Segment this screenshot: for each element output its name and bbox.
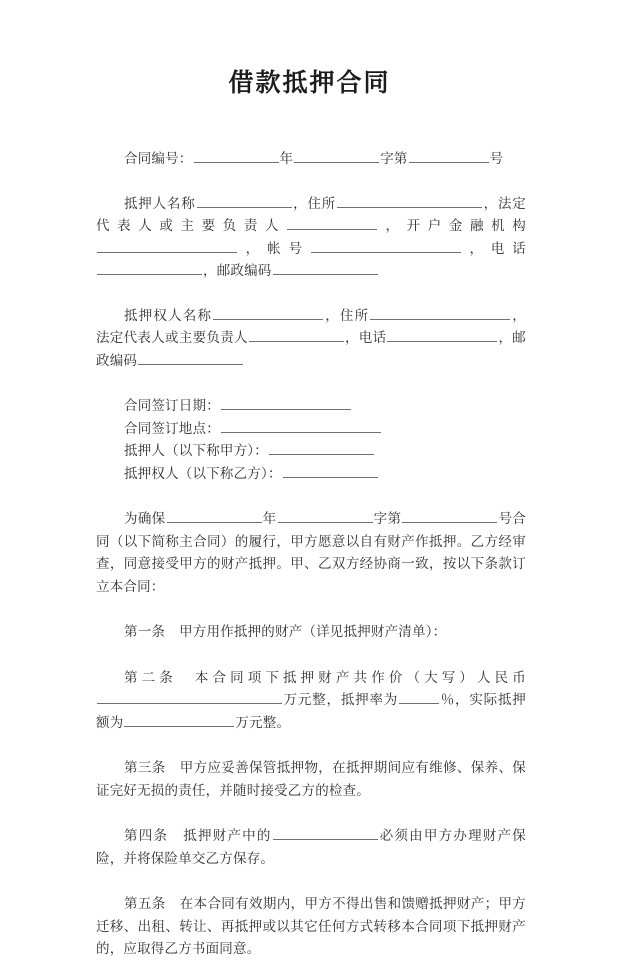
article-5-label: 第五条 <box>124 896 166 912</box>
preamble-serial-field[interactable] <box>402 508 497 523</box>
party-a-line <box>96 440 526 463</box>
mortgagor-block <box>96 193 526 283</box>
article-3-text: 甲方应妥善保管抵押物，在抵押期间应有维修、保养、保证完好无损的责任，并随时接受乙方的检查。 <box>96 760 526 799</box>
article-4 <box>96 825 526 870</box>
mortgagor-legal-rep-label: ，法定代表人或主要负责人 <box>96 195 526 234</box>
mortgagor-legal-rep-field[interactable] <box>287 215 377 230</box>
contract-number-word-field[interactable] <box>294 148 379 163</box>
mortgagee-legal-rep-field[interactable] <box>249 327 344 342</box>
mortgagee-address-label: ，住所 <box>324 307 370 324</box>
article-1 <box>96 621 526 644</box>
article-2-text-3: ％，实际抵押额为 <box>96 692 526 731</box>
mortgagee-block <box>96 305 526 373</box>
article-2-amount-field[interactable] <box>124 712 234 727</box>
article-2-text-4: 万元整。 <box>235 714 291 731</box>
mortgagor-bank-field[interactable] <box>97 238 237 253</box>
mortgagee-phone-label: ，电话 <box>344 330 387 346</box>
party-b-line <box>96 463 526 486</box>
article-2-label: 第二条 <box>124 669 177 686</box>
signing-date-label: 合同签订日期： <box>124 398 220 414</box>
article-2-text-2: 万元整，抵押率为 <box>283 692 399 708</box>
party-a-field[interactable] <box>269 440 374 455</box>
article-5 <box>96 893 526 961</box>
article-3 <box>96 757 526 802</box>
preamble-tail: 号合同（以下简称主合同）的履行，甲方愿意以自有财产作抵押。乙方经审查，同意接受甲方的财产抵押。甲、乙双方经协商一致，按以下条款订立本合同： <box>96 511 526 595</box>
preamble-paragraph <box>96 508 526 598</box>
page-title: 借款抵押合同 <box>228 68 391 97</box>
article-1-label: 第一条 <box>124 624 166 640</box>
contract-number-label: 合同编号： <box>124 151 193 167</box>
signing-place-line <box>96 418 526 441</box>
preamble-lead: 为确保 <box>124 511 166 527</box>
signing-place-label: 合同签订地点： <box>124 420 220 437</box>
mortgagor-postcode-label: ，邮政编码 <box>203 263 272 279</box>
preamble-word-field[interactable] <box>278 508 373 523</box>
article-2-valuation-field[interactable] <box>97 689 282 704</box>
party-a-label: 抵押人（以下称甲方）： <box>124 443 268 459</box>
signing-block <box>96 395 526 485</box>
mortgagor-account-field[interactable] <box>311 238 461 253</box>
article-3-label: 第三条 <box>124 760 166 776</box>
article-4-text-2: 必须由甲方办理财产保险，并将保险单交乙方保存。 <box>96 828 526 867</box>
party-b-label: 抵押权人（以下称乙方）： <box>124 465 282 482</box>
signing-date-field[interactable] <box>221 395 351 410</box>
mortgagor-bank-label: ，开户金融机构 <box>378 218 526 234</box>
mortgagor-name-field[interactable] <box>197 193 292 208</box>
mortgagor-postcode-field[interactable] <box>273 260 378 275</box>
contract-number-line <box>96 148 526 171</box>
contract-number-year-field[interactable] <box>194 148 279 163</box>
mortgagee-address-field[interactable] <box>370 305 510 320</box>
mortgagor-phone-label: ，电话 <box>461 240 526 257</box>
article-4-insured-property-field[interactable] <box>273 825 378 840</box>
mortgagee-legal-rep-label: ，法定代表人或主要负责人 <box>96 307 527 346</box>
preamble-year-field[interactable] <box>167 508 262 523</box>
contract-number-year-unit: 年 <box>279 151 294 167</box>
mortgagee-name-label: 抵押权人名称 <box>124 307 213 324</box>
mortgagor-phone-field[interactable] <box>97 260 202 275</box>
mortgagee-postcode-label: ，邮政编码 <box>96 330 527 369</box>
signing-place-field[interactable] <box>221 418 381 433</box>
signing-date-line <box>96 395 526 418</box>
contract-number-word-unit: 字第 <box>380 151 408 167</box>
preamble-word-unit: 字第 <box>373 511 402 527</box>
document-body <box>96 148 526 961</box>
article-4-label: 第四条 <box>124 828 169 844</box>
mortgagee-phone-field[interactable] <box>387 327 497 342</box>
article-5-text: 在本合同有效期内，甲方不得出售和馈赠抵押财产；甲方迁移、出租、转让、再抵押或以其它任何方式转移本合同项下抵押财产的，应取得乙方书面同意。 <box>96 896 526 957</box>
mortgagor-account-label: ，帐号 <box>238 240 310 257</box>
mortgagee-postcode-field[interactable] <box>138 350 243 365</box>
mortgagor-address-field[interactable] <box>337 193 482 208</box>
article-4-text-1: 抵押财产中的 <box>182 828 272 844</box>
mortgagee-name-field[interactable] <box>213 305 323 320</box>
article-2-rate-field[interactable] <box>399 689 439 704</box>
contract-number-serial-field[interactable] <box>409 148 489 163</box>
mortgagor-name-label: 抵押人名称 <box>124 195 196 212</box>
preamble-year-unit: 年 <box>262 511 277 527</box>
article-2-text-1: 本合同项下抵押财产共作价（大写）人民币 <box>190 669 526 686</box>
contract-number-no-unit: 号 <box>489 151 504 167</box>
article-1-text: 甲方用作抵押的财产（详见抵押财产清单）： <box>179 624 447 640</box>
article-2 <box>96 667 526 735</box>
party-b-field[interactable] <box>283 463 378 478</box>
mortgagor-address-label: ，住所 <box>292 195 337 212</box>
